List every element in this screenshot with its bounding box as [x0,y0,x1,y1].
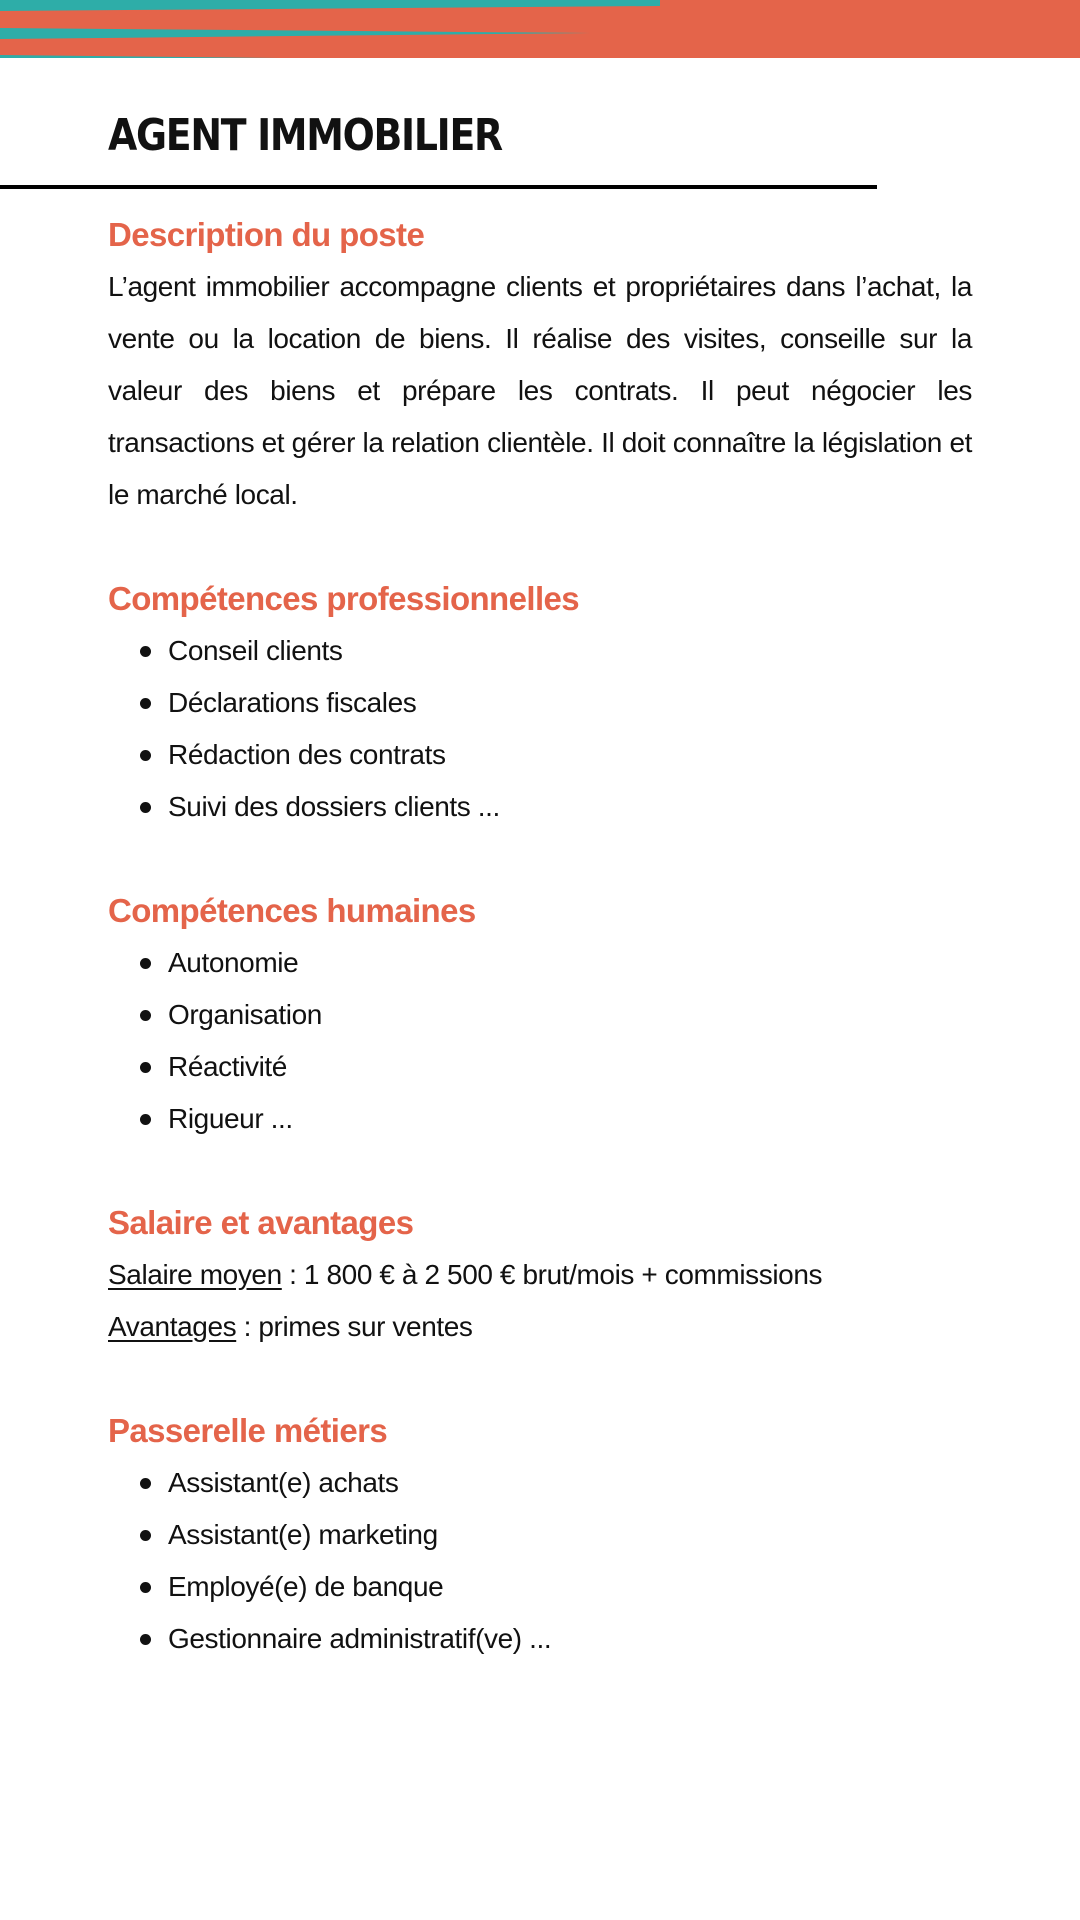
list-item: Conseil clients [168,625,972,677]
list-item: Rédaction des contrats [168,729,972,781]
title-divider [0,185,877,189]
list-item: Suivi des dossiers clients ... [168,781,972,833]
list-item: Organisation [168,989,972,1041]
bridges-heading: Passerelle métiers [108,1412,388,1449]
benefits-line [108,1301,972,1353]
header-banner [0,0,1080,58]
pro-skills-heading: Compétences professionnelles [108,580,580,617]
page-title: AGENT IMMOBILIER [108,110,502,161]
soft-skills-list [108,937,972,1145]
salary-value: : 1 800 € à 2 500 € brut/mois + commissions [281,1259,823,1290]
description-heading: Description du poste [108,216,425,253]
list-item: Assistant(e) achats [168,1457,972,1509]
bridges-list [108,1457,972,1665]
content [108,209,972,1717]
salary-heading: Salaire et avantages [108,1204,414,1241]
salary-line [108,1249,972,1301]
list-item: Rigueur ... [168,1093,972,1145]
list-item: Réactivité [168,1041,972,1093]
pro-skills-section [108,573,972,833]
benefits-label: Avantages [108,1311,237,1342]
salary-section [108,1197,972,1353]
list-item: Autonomie [168,937,972,989]
list-item: Assistant(e) marketing [168,1509,972,1561]
pro-skills-list [108,625,972,833]
salary-label: Salaire moyen [108,1259,282,1290]
description-text: L’agent immobilier accompagne clients et propriétaires dans l’achat, la vente ou la location de biens. Il réalise des visites, conseille sur la valeur des biens et prépare les contrats. Il peut négocier les transactions et gérer la relation clientèle. Il doit connaître la législation et le marché local. [108,271,972,510]
soft-skills-heading: Compétences humaines [108,892,476,929]
list-item: Gestionnaire administratif(ve) ... [168,1613,972,1665]
benefits-value: : primes sur ventes [236,1311,473,1342]
bridges-section [108,1405,972,1665]
soft-skills-section [108,885,972,1145]
list-item: Déclarations fiscales [168,677,972,729]
list-item: Employé(e) de banque [168,1561,972,1613]
description-section [108,209,972,521]
